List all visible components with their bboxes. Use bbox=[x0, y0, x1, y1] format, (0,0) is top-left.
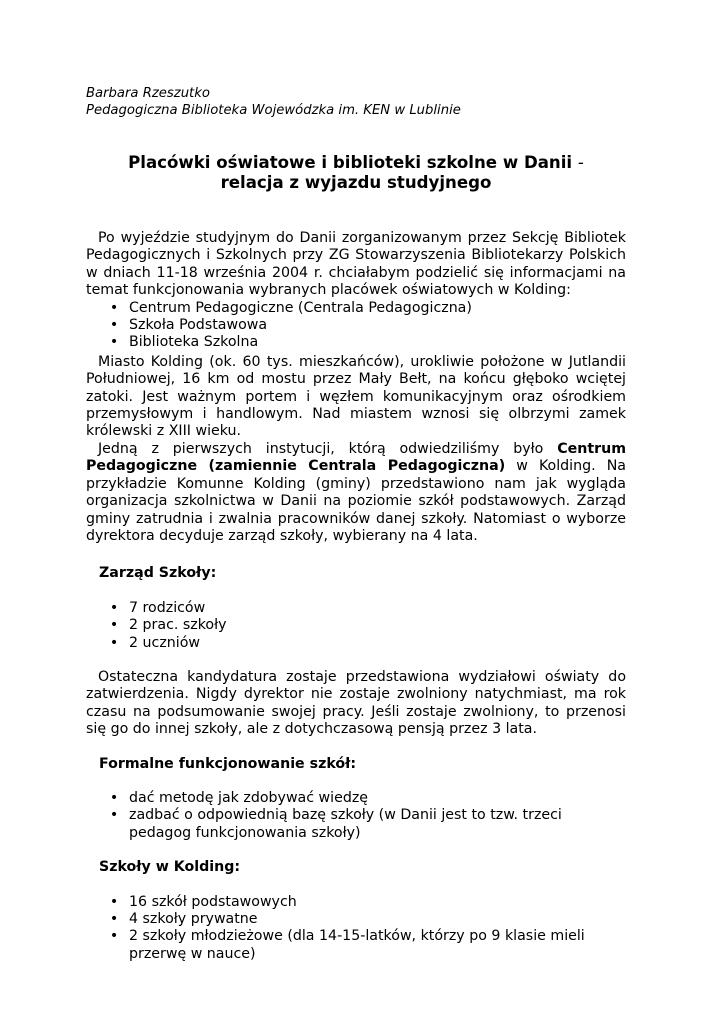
bullet-icon: • bbox=[109, 634, 119, 651]
bullet-icon: • bbox=[109, 317, 119, 334]
title-dash: - bbox=[577, 153, 584, 172]
list-item: • 4 szkoły prywatne bbox=[109, 911, 258, 927]
centre-paragraph: Jedną z pierwszych instytucji, którą odwiedziliśmy było Centrum Pedagogiczne (zamiennie Centrala Pedagogiczna) w Kolding. Na przykładzie Komunne Kolding (gminy) przedstawiono nam jak wygląda organizacja szkolnictwa w Danii na poziomie szkół podstawowych. Zarząd gminy zatrudnia i zwalnia pracowników danej szkoły. Natomiast o wyborze dyrektora decyduje zarząd szkoły, wybierany na 4 lata. bbox=[86, 440, 626, 544]
schools-list bbox=[86, 894, 626, 964]
section-heading-schools: Szkoły w Kolding: bbox=[99, 859, 241, 876]
title-line-2: relacja z wyjazdu studyjnego bbox=[220, 173, 492, 192]
intro-paragraph: Po wyjeździe studyjnym do Danii zorganizowanym przez Sekcję Bibliotek Pedagogicznych i Szkolnych przy ZG Stowarzyszenia Bibliotekarzy Polskich w dniach 11-18 września 2004 r. chciałabym podzielić się informacjami na temat funkcjonowania wybranych placówek oświatowych w Kolding: bbox=[86, 230, 626, 299]
author-name: Barbara Rzeszutko bbox=[86, 86, 210, 101]
centre-name: Centrum Pedagogiczne (zamiennie Centrala Pedagogiczna) bbox=[86, 440, 626, 475]
list-item: • 7 rodziców bbox=[109, 599, 206, 616]
author-institution: Pedagogiczna Biblioteka Wojewódzka im. KEN w Lublinie bbox=[86, 103, 461, 118]
bullet-icon: • bbox=[109, 789, 119, 806]
list-item: • Centrum Pedagogiczne (Centrala Pedagogiczna) bbox=[109, 299, 472, 316]
list-item: • 2 szkoły młodzieżowe (dla 14-15-latków, którzy po 9 klasie mieli przerwę w nauce) bbox=[109, 928, 585, 962]
list-item: • zadbać o odpowiednią bazę szkoły (w Danii jest to tzw. trzeci pedagog funkcjonowania szkoły) bbox=[109, 807, 562, 841]
list-item: • Biblioteka Szkolna bbox=[109, 334, 259, 351]
bullet-icon: • bbox=[109, 928, 119, 945]
bullet-icon: • bbox=[109, 299, 119, 316]
list-item: • Szkoła Podstawowa bbox=[109, 317, 268, 334]
bullet-icon: • bbox=[109, 599, 119, 616]
list-item: • 2 prac. szkoły bbox=[109, 617, 227, 634]
kolding-paragraph: Miasto Kolding (ok. 60 tys. mieszkańców), urokliwie położone w Jutlandii Południowej, 16 km od mostu przez Mały Bełt, na końcu głęboko wciętej zatoki. Jest ważnym portem i węzłem komunikacyjnym oraz ośrodkiem przemysłowym i handlowym. Nad miastem wznosi się olbrzymi zamek królewski z XIII wieku. bbox=[86, 353, 626, 440]
section-heading-formal: Formalne funkcjonowanie szkół: bbox=[99, 755, 357, 772]
document-page bbox=[86, 85, 626, 963]
candidacy-paragraph: Ostateczna kandydatura zostaje przedstawiona wydziałowi oświaty do zatwierdzenia. Nigdy dyrektor nie zostaje zwolniony natychmiast, ma rok czasu na podsumowanie swojej pracy. Jeśli zostaje zwolniony, to przenosi się go do innej szkoły, ale z dotychczasową pensją przez 3 lata. bbox=[86, 668, 626, 738]
list-item: • 2 uczniów bbox=[109, 634, 200, 651]
formal-list bbox=[86, 790, 626, 842]
title-line-1: Placówki oświatowe i biblioteki szkolne w Danii bbox=[128, 153, 573, 172]
bullet-icon: • bbox=[109, 807, 119, 824]
list-item: • 16 szkół podstawowych bbox=[109, 893, 297, 910]
bullet-icon: • bbox=[109, 334, 119, 351]
bullet-icon: • bbox=[109, 617, 119, 634]
list-item: • dać metodę jak zdobywać wiedzę bbox=[109, 789, 369, 806]
institutions-list bbox=[86, 300, 626, 352]
bullet-icon: • bbox=[109, 893, 119, 910]
board-list bbox=[86, 600, 626, 652]
section-heading-board: Zarząd Szkoły: bbox=[99, 565, 217, 582]
document-title bbox=[86, 153, 626, 193]
bullet-icon: • bbox=[109, 911, 119, 927]
